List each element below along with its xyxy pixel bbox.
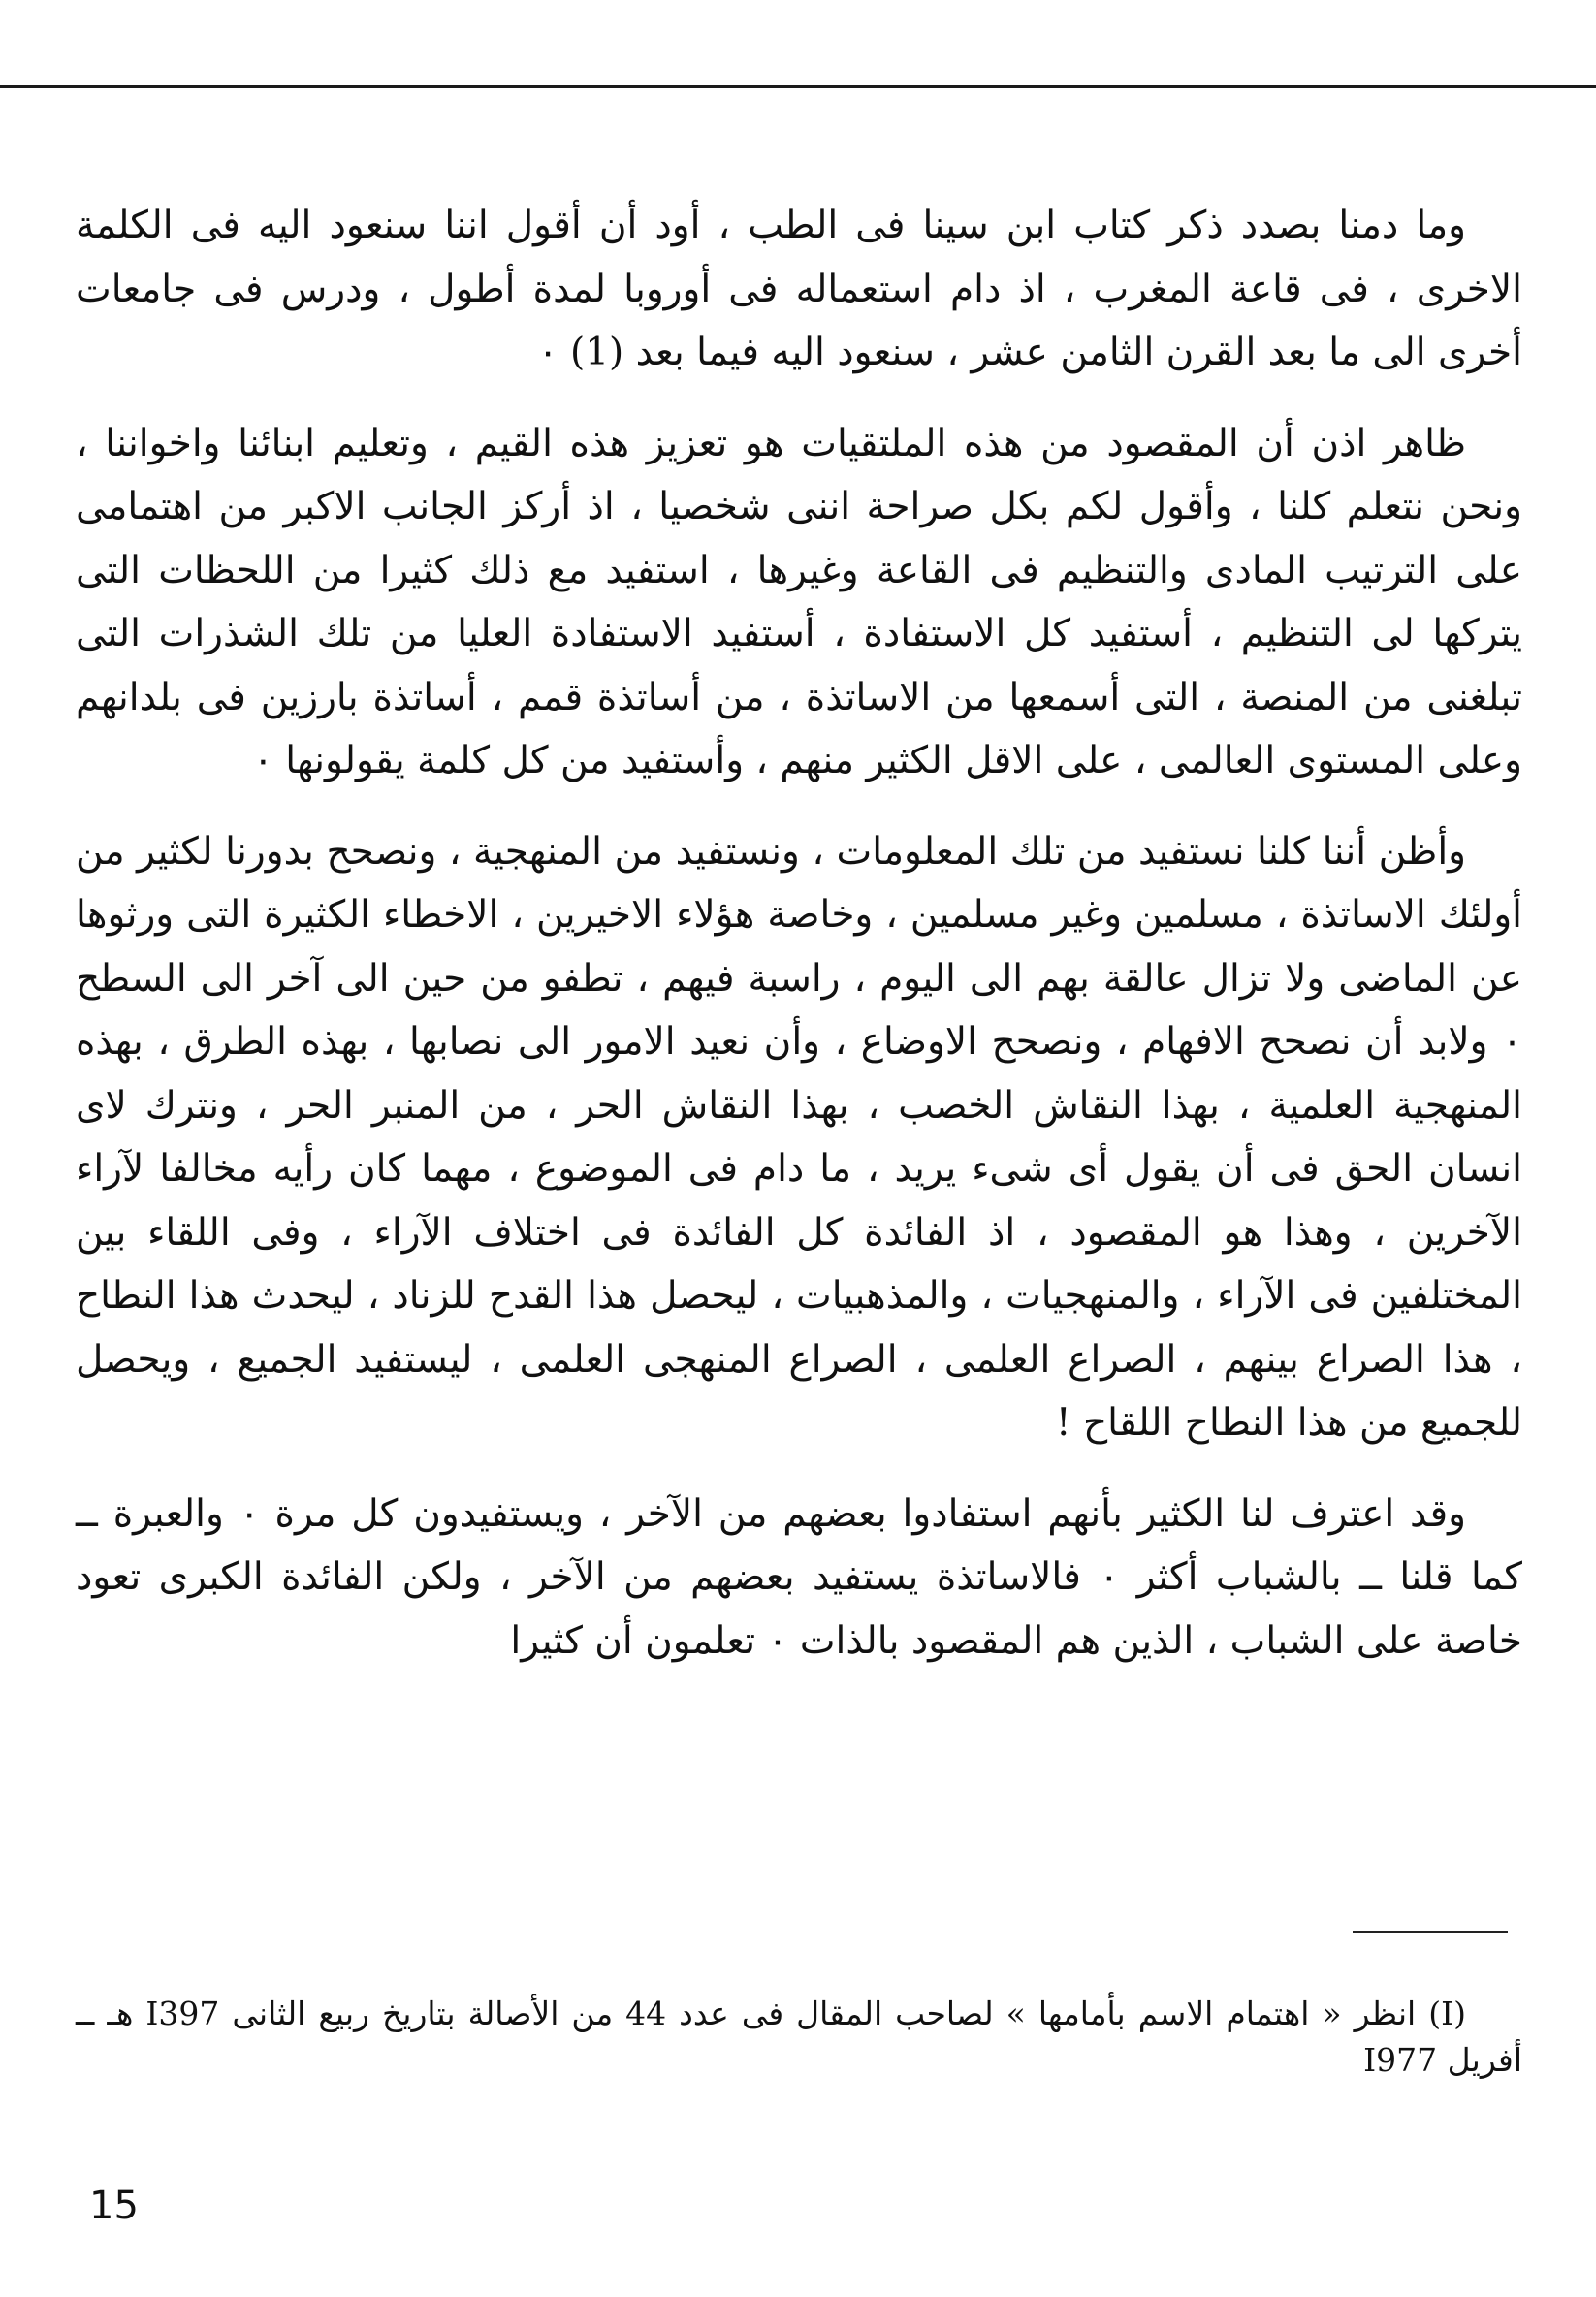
paragraph-4: وقد اعترف لنا الكثير بأنهم استفادوا بعضهم من الآخر ، ويستفيدون كل مرة ٠ والعبرة ــ كما قلنا ــ بالشباب أكثر ٠ فالاساتذة يستفيد بعضهم من الآخر ، ولكن الفائدة الكبرى تعود خاصة على الشباب ، الذين هم المقصود بالذات ٠ تعلمون أن كثيرا (76, 1491, 1522, 1663)
paragraph-2: ظاهر اذن أن المقصود من هذه الملتقيات هو تعزيز هذه القيم ، وتعليم ابنائنا واخواننا ، ونحن نتعلم كلنا ، وأقول لكم بكل صراحة اننى شخصيا ، اذ أركز الجانب الاكبر من اهتمامى على الترتيب المادى والتنظيم فى القاعة وغيرها ، استفيد مع ذلك كثيرا من اللحظات التى يتركها لى التنظيم ، أستفيد كل الاستفادة ، أستفيد الاستفادة العليا من تلك الشذرات التى تبلغنى من المنصة ، التى أسمعها من الاساتذة ، من أساتذة قمم ، أساتذة بارزين فى بلدانهم وعلى المستوى العالمى ، على الاقل الكثير منهم ، وأستفيد من كل كلمة يقولونها ٠ (76, 421, 1522, 782)
page-number: 15 (89, 2184, 139, 2228)
body-text (76, 194, 1522, 1700)
footnote: (I) انظر « اهتمام الاسم بأمامها » لصاحب المقال فى عدد 44 من الأصالة بتاريخ ربيع الثانى I397 هـ ــ أفريل I977 (76, 1994, 1522, 2079)
paragraph-3: وأظن أننا كلنا نستفيد من تلك المعلومات ، ونستفيد من المنهجية ، ونصحح بدورنا لكثير من أولئك الاساتذة ، مسلمين وغير مسلمين ، وخاصة هؤلاء الاخيرين ، الاخطاء الكثيرة التى ورثوها عن الماضى ولا تزال عالقة بهم الى اليوم ، راسبة فيهم ، تطفو من حين الى آخر الى السطح ٠ ولابد أن نصحح الافهام ، ونصحح الاوضاع ، وأن نعيد الامور الى نصابها ، بهذه الطرق ، بهذه المنهجية العلمية ، بهذا النقاش الخصب ، بهذا النقاش الحر ، من المنبر الحر ، ونترك لاى انسان الحق فى أن يقول أى شىء يريد ، ما دام فى الموضوع ، مهما كان رأيه مخالفا لآراء الآخرين ، وهذا هو المقصود ، اذ الفائدة كل الفائدة فى اختلاف الآراء ، وفى اللقاء بين المختلفين فى الآراء ، والمنهجيات ، والمذهبيات ، ليحصل هذا القدح للزناد ، ليحدث هذا النطاح ، هذا الصراع بينهم ، الصراع العلمى ، الصراع المنهجى العلمى ، ليستفيد الجميع ، ويحصل للجميع من هذا النطاح اللقاح ! (76, 829, 1522, 1445)
header-rule (0, 85, 1596, 88)
paragraph-1: وما دمنا بصدد ذكر كتاب ابن سينا فى الطب ، أود أن أقول اننا سنعود اليه فى الكلمة الاخرى ، فى قاعة المغرب ، اذ دام استعماله فى أوروبا لمدة أطول ، ودرس فى جامعات أخرى الى ما بعد القرن الثامن عشر ، سنعود اليه فيما بعد (1) ٠ (76, 204, 1522, 374)
footnote-separator (1353, 1931, 1508, 1933)
